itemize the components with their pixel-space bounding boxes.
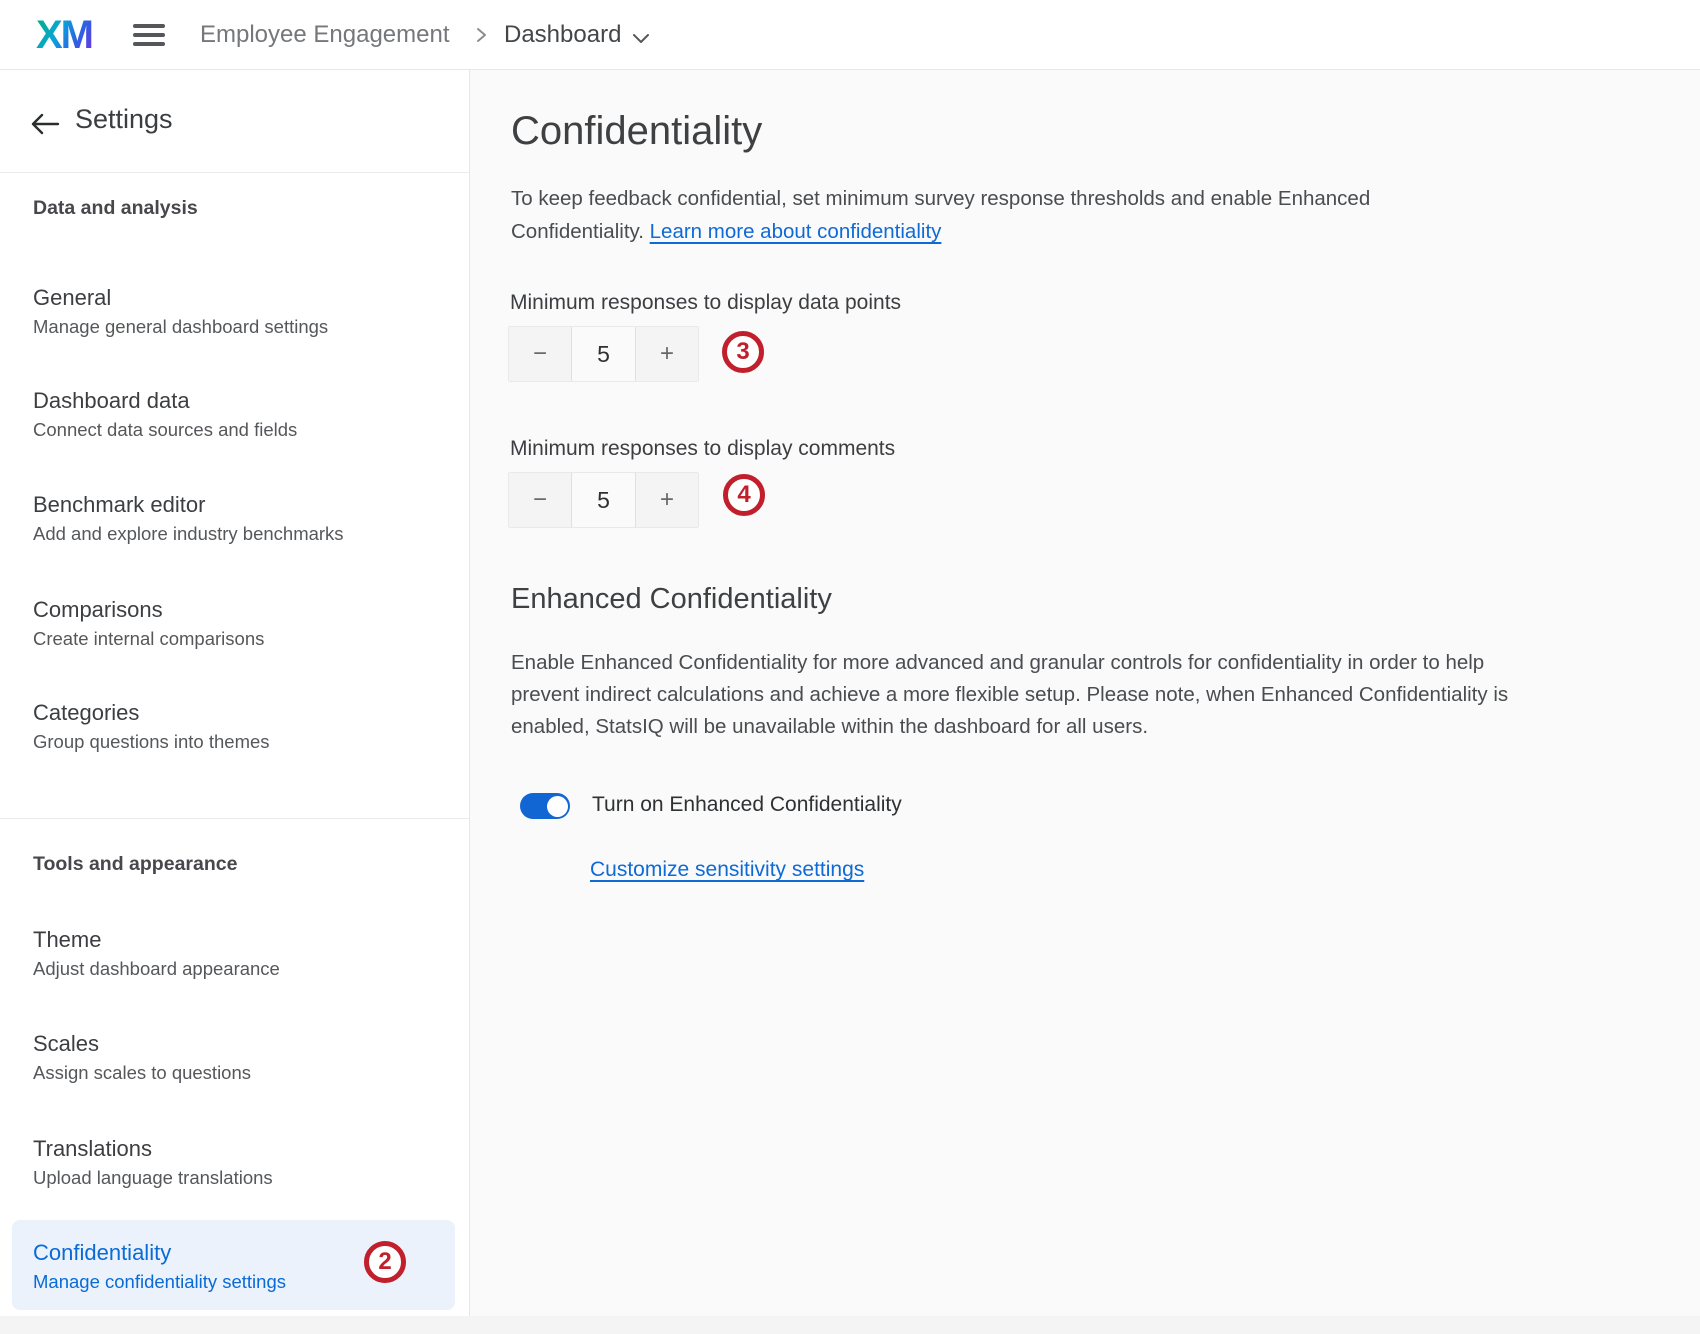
section-header-tools-and-appearance: Tools and appearance <box>33 853 238 875</box>
annotation-badge-2: 2 <box>364 1241 406 1283</box>
sidebar-item-scales[interactable] <box>12 1020 455 1094</box>
min-responses-data-points-stepper <box>508 326 699 382</box>
sidebar-item-subtitle: Create internal comparisons <box>33 628 265 649</box>
intro-text <box>511 182 1370 248</box>
sidebar-item-title: Comparisons <box>33 597 163 622</box>
breadcrumb-survey-name[interactable]: Employee Engagement <box>200 21 450 48</box>
sidebar-item-theme[interactable] <box>12 916 455 990</box>
annotation-badge-3: 3 <box>722 331 764 373</box>
sidebar-item-subtitle: Manage general dashboard settings <box>33 316 329 337</box>
increase-button[interactable]: + <box>635 473 698 527</box>
sidebar-item-benchmark-editor[interactable] <box>12 481 455 555</box>
sidebar-item-subtitle: Add and explore industry benchmarks <box>33 523 344 544</box>
sidebar-item-subtitle: Connect data sources and fields <box>33 419 298 440</box>
decrease-button[interactable]: − <box>509 327 572 381</box>
sidebar-divider <box>0 172 470 173</box>
sidebar-item-categories[interactable] <box>12 689 455 763</box>
customize-sensitivity-link[interactable]: Customize sensitivity settings <box>590 858 865 881</box>
settings-title: Settings <box>75 104 173 134</box>
min-responses-data-points-label: Minimum responses to display data points <box>510 291 902 314</box>
back-arrow-icon[interactable] <box>30 112 60 141</box>
stepper-value[interactable]: 5 <box>572 327 635 381</box>
sidebar-item-title: Scales <box>33 1031 100 1056</box>
settings-back-header <box>0 70 470 173</box>
chevron-down-icon <box>632 31 650 49</box>
sidebar-divider <box>0 818 470 819</box>
xm-logo[interactable]: XM <box>36 13 92 57</box>
sidebar-item-title: Confidentiality <box>33 1240 172 1265</box>
sidebar-item-general[interactable] <box>12 274 455 348</box>
chevron-right-icon <box>474 27 489 48</box>
sidebar-item-subtitle: Assign scales to questions <box>33 1062 252 1083</box>
sidebar-item-title: General <box>33 285 112 310</box>
description-line: Enable Enhanced Confidentiality for more advanced and granular controls for confidentiality in order to help <box>511 651 1485 674</box>
settings-sidebar <box>0 70 470 1334</box>
enhanced-confidentiality-toggle[interactable] <box>520 793 570 819</box>
sidebar-item-title: Theme <box>33 927 102 952</box>
sidebar-item-subtitle: Upload language translations <box>33 1167 273 1188</box>
page-title: Confidentiality <box>511 109 763 153</box>
increase-button[interactable]: + <box>635 327 698 381</box>
sidebar-item-subtitle: Adjust dashboard appearance <box>33 958 280 979</box>
sidebar-item-translations[interactable] <box>12 1125 455 1199</box>
sidebar-item-subtitle: Manage confidentiality settings <box>33 1271 286 1292</box>
sidebar-item-title: Dashboard data <box>33 388 190 413</box>
description-line: enabled, StatsIQ will be unavailable within the dashboard for all users. <box>511 715 1149 738</box>
annotation-badge-4: 4 <box>723 474 765 516</box>
sidebar-item-title: Benchmark editor <box>33 492 206 517</box>
sidebar-item-comparisons[interactable] <box>12 586 455 660</box>
page-bottom-divider <box>0 1316 1700 1334</box>
description-line: prevent indirect calculations and achieve a more flexible setup. Please note, when Enhanced Confidentiality is <box>511 683 1509 706</box>
hamburger-menu-icon[interactable] <box>133 24 165 46</box>
enhanced-confidentiality-description <box>511 647 1508 743</box>
section-header-data-and-analysis: Data and analysis <box>33 197 198 219</box>
sidebar-item-subtitle: Group questions into themes <box>33 731 270 752</box>
enhanced-confidentiality-heading: Enhanced Confidentiality <box>511 583 832 615</box>
min-responses-comments-stepper <box>508 472 699 528</box>
sidebar-item-dashboard-data[interactable] <box>12 377 455 451</box>
intro-line2: Confidentiality. <box>511 220 644 243</box>
learn-more-link[interactable]: Learn more about confidentiality <box>649 220 942 243</box>
sidebar-item-title: Translations <box>33 1136 153 1161</box>
breadcrumb-page-dropdown[interactable]: Dashboard <box>504 21 622 48</box>
sidebar-item-title: Categories <box>33 700 140 725</box>
toggle-knob <box>547 796 568 817</box>
min-responses-comments-label: Minimum responses to display comments <box>510 437 896 460</box>
toggle-label: Turn on Enhanced Confidentiality <box>592 793 902 816</box>
decrease-button[interactable]: − <box>509 473 572 527</box>
top-navigation-bar <box>0 0 1700 70</box>
stepper-value[interactable]: 5 <box>572 473 635 527</box>
intro-line1: To keep feedback confidential, set minimum survey response thresholds and enable Enhanced <box>511 187 1371 210</box>
